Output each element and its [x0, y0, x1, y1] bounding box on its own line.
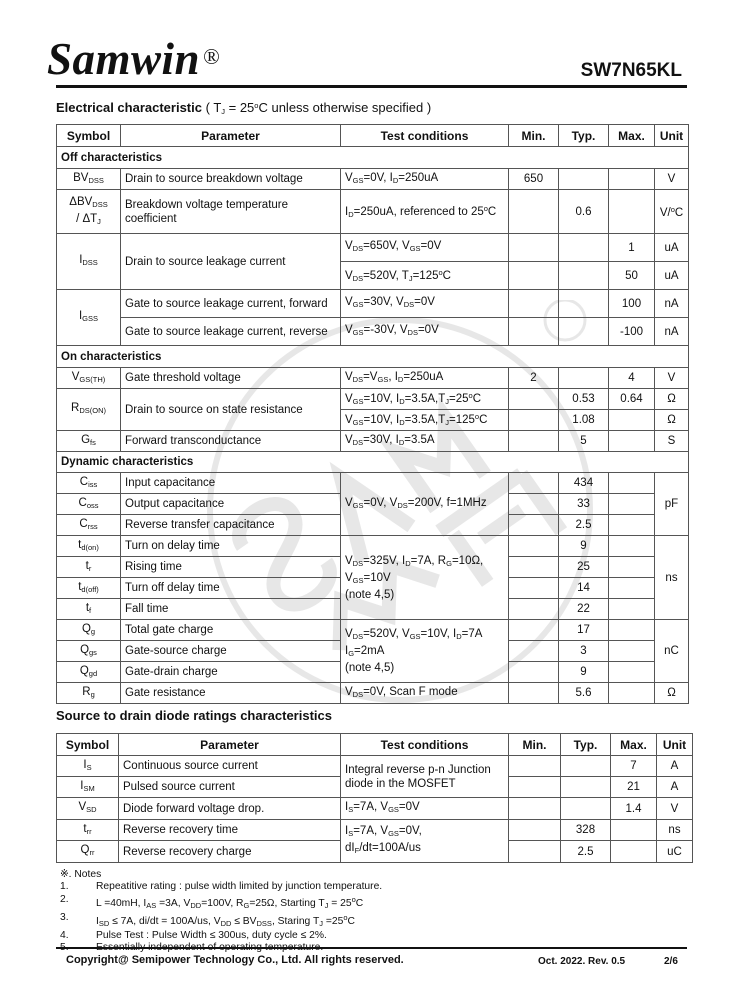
- table-row: $C_{oss}$ Output capacitance 33: [57, 494, 689, 515]
- table-row: $I_{GSS}$ Gate to source leakage current, forward $V_{GS}=30V$, $V_{DS}=0V$ 100 nA: [57, 290, 689, 318]
- table-header-row: [57, 125, 689, 147]
- header-rule: [56, 85, 687, 88]
- table-row: $t_r$ Rising time 25: [57, 557, 689, 578]
- table-row: $t_{rr}$ Reverse recovery time $I_S=7A$, $V_{GS}=0V$, $dI_F/dt=100A/us$ 328 ns: [57, 820, 693, 841]
- table-row: $R_g$ Gate resistance $V_{DS}=0V$, Scan F mode 5.6 Ω: [57, 683, 689, 704]
- table-row: $Q_g$ Total gate charge $V_{DS}=520V$, $V_{GS}=10V$, $I_D=7A$ $I_G=2mA$ (note 4,5) 17 nC: [57, 620, 689, 641]
- footer-rule: [56, 947, 687, 949]
- revision: Oct. 2022. Rev. 0.5: [538, 956, 626, 967]
- col-symbol: Symbol: [57, 125, 121, 147]
- col-unit: Unit: [655, 125, 689, 147]
- page-number: 2/6: [664, 956, 678, 967]
- table-row: $V_{DS}=520V$, $T_J=125^oC$ 50 uA: [57, 262, 689, 290]
- group-on: On characteristics: [57, 346, 689, 368]
- table-row: $\Delta BV_{DSS}$ / $\Delta T_J$ Breakdown voltage temperature coefficient $I_D=250uA$, referenced to 25$^o$C 0.6 V/$^o$C: [57, 190, 689, 234]
- copyright: Copyright@ Semipower Technology Co., Ltd. All rights reserved.: [66, 954, 404, 966]
- group-off: Off characteristics: [57, 147, 689, 169]
- table-row: $I_{SM}$ Pulsed source current 21 A: [57, 777, 693, 798]
- table-row: $V_{GS(TH)}$ Gate threshold voltage $V_{DS}=V_{GS}$, $I_D=250uA$ 2 4 V: [57, 368, 689, 389]
- table-row: $C_{iss}$ Input capacitance $V_{GS}=0V$, $V_{DS}=200V$, f=1MHz 434 pF: [57, 473, 689, 494]
- col-parameter: Parameter: [121, 125, 341, 147]
- group-dynamic: Dynamic characteristics: [57, 452, 689, 473]
- table-row: $V_{SD}$ Diode forward voltage drop. $I_S=7A$, $V_{GS}=0V$ 1.4 V: [57, 798, 693, 820]
- table-row: Gate to source leakage current, reverse $V_{GS}=-30V$, $V_{DS}=0V$ -100 nA: [57, 318, 689, 346]
- table-row: $V_{GS}=10V$, $I_D=3.5A,T_J=125^oC$ 1.08 Ω: [57, 410, 689, 431]
- notes: ※. Notes 1. Repeatitive rating : pulse width limited by junction temperature. 2. L =40mH, $I_{AS} =3A$, $V_{DD}=100V$, $R_G=25\Omega$, Starting $T_J = 25^oC$ 3. $I_{SD} \le 7A$, di/dt = 100A/us, $V_{DD} \le BV_{DSS}$, Staring $T_J =25^oC$ 4. Pulse Test : Pulse Width ≤ 300us, duty cycle ≤ 2%.: [60, 869, 383, 942]
- table-row: $t_f$ Fall time 22: [57, 599, 689, 620]
- table-row: $Q_{gs}$ Gate-source charge 3: [57, 641, 689, 662]
- table-row: $I_{DSS}$ Drain to source leakage current $V_{DS}=650V$, $V_{GS}=0V$ 1 uA: [57, 234, 689, 262]
- table-row: $Q_{gd}$ Gate-drain charge 9: [57, 662, 689, 683]
- diode-title: Source to drain diode ratings characteristics: [56, 708, 332, 723]
- table-row: $R_{DS(ON)}$ Drain to source on state resistance $V_{GS}=10V$, $I_D=3.5A,T_J=25^oC$ 0.53 0.64 Ω: [57, 389, 689, 410]
- notes-title: ※. Notes: [60, 869, 102, 880]
- col-test: Test conditions: [341, 125, 509, 147]
- table-row: $BV_{DSS}$ Drain to source breakdown voltage $V_{GS}=0V$, $I_D=250uA$ 650 V: [57, 169, 689, 190]
- table-row: $G_{fs}$ Forward transconductance $V_{DS}=30V$, $I_D=3.5A$ 5 S: [57, 431, 689, 452]
- electrical-title: Electrical characteristic ( $T_J = 25^oC$ unless otherwise specified ): [56, 100, 432, 116]
- samwin-logo: Samwin ®: [47, 34, 221, 84]
- diode-table: [56, 733, 693, 863]
- table-row: $t_{d(off)}$ Turn off delay time 14: [57, 578, 689, 599]
- col-typ: Typ.: [559, 125, 609, 147]
- col-min: Min.: [509, 125, 559, 147]
- table-row: $C_{rss}$ Reverse transfer capacitance 2.5: [57, 515, 689, 536]
- electrical-table: [56, 124, 689, 704]
- col-max: Max.: [609, 125, 655, 147]
- table-header-row: Symbol Parameter Test conditions Min. Typ. Max. Unit: [57, 734, 693, 756]
- table-row: $I_S$ Continuous source current Integral reverse p-n Junction diode in the MOSFET 7 A: [57, 756, 693, 777]
- part-number: SW7N65KL: [580, 60, 682, 81]
- table-row: $t_{d(on)}$ Turn on delay time $V_{DS}=325V$, $I_D=7A$, $R_G=10\Omega$, $V_{GS}=10V$ (note 4,5) 9 ns: [57, 536, 689, 557]
- table-row: $Q_{rr}$ Reverse recovery charge 2.5 uC: [57, 841, 693, 863]
